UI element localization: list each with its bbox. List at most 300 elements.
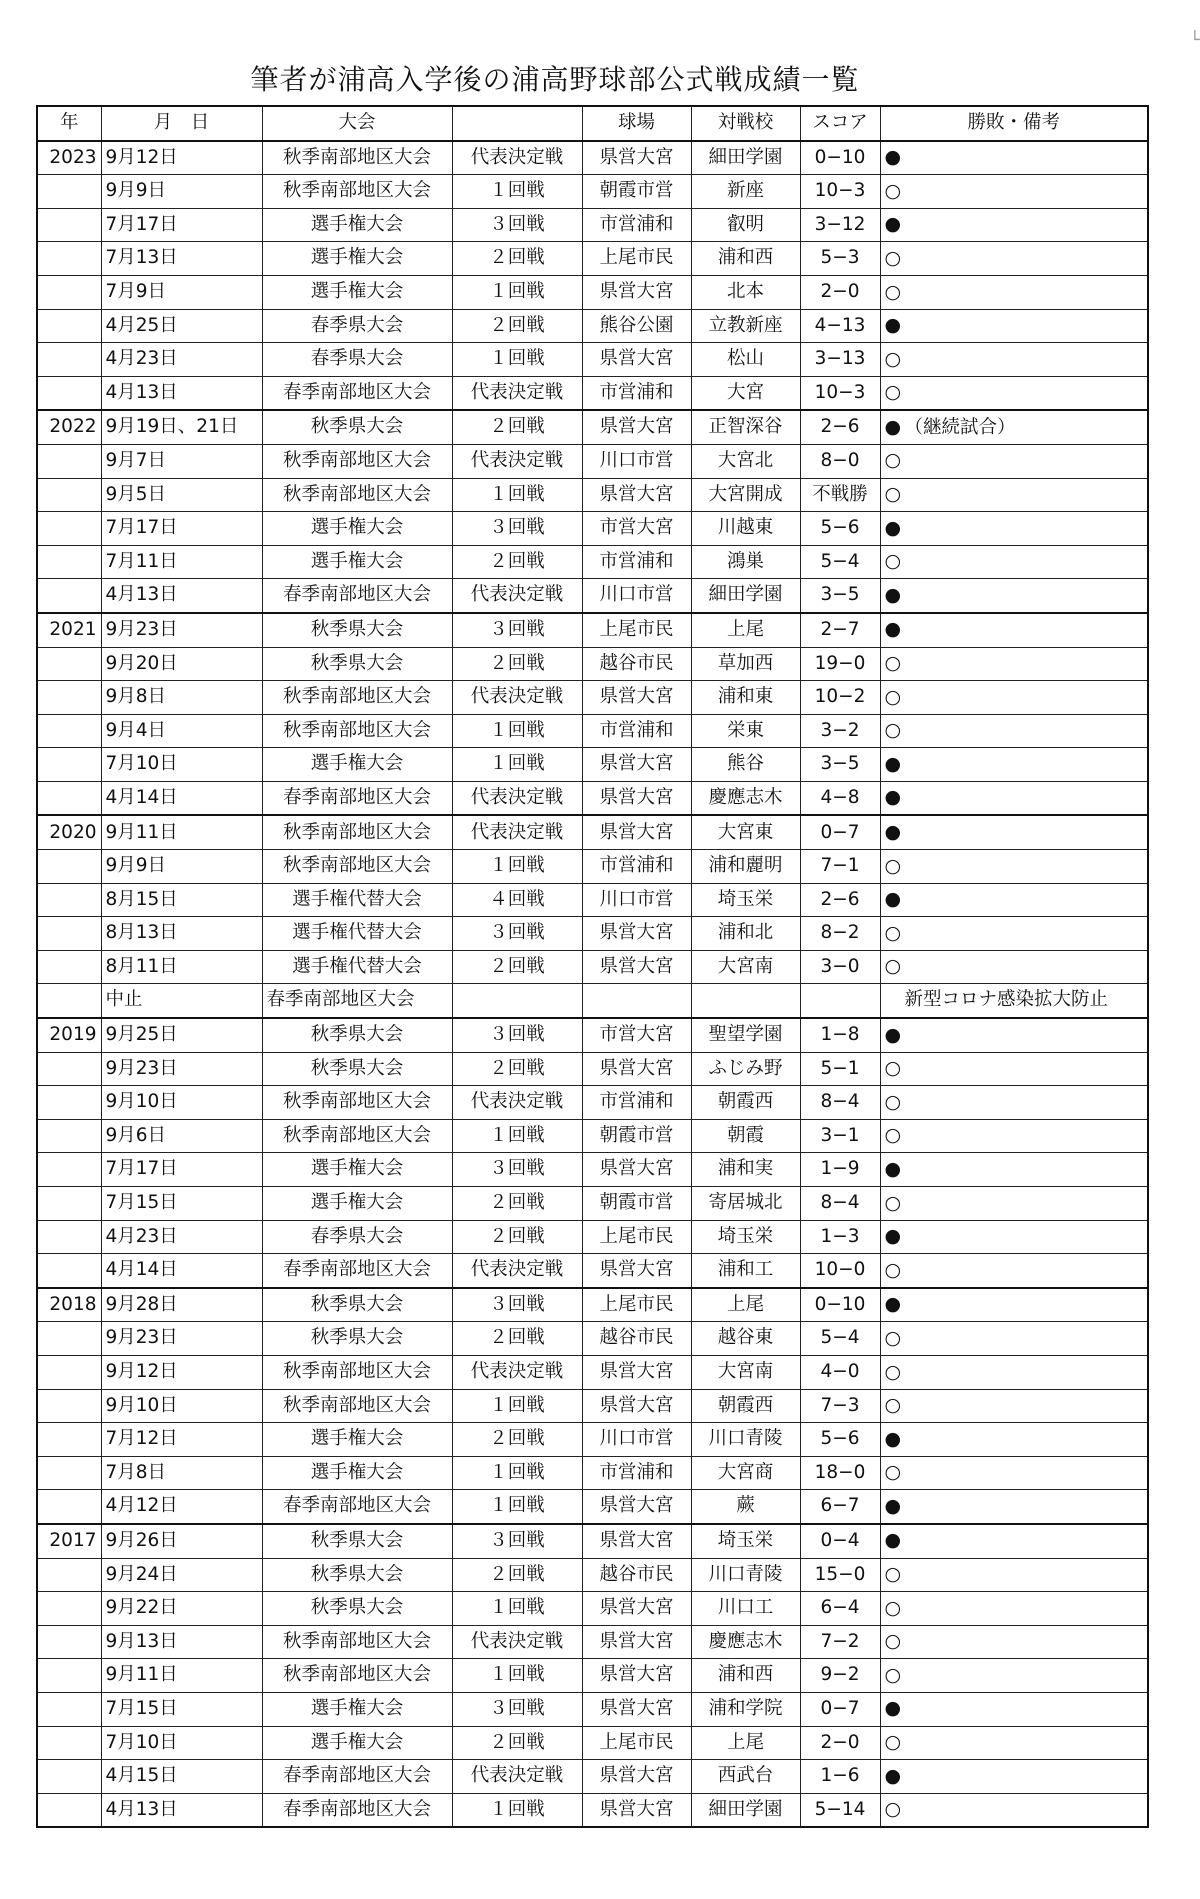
result-mark: ○ — [884, 719, 902, 742]
result-mark: ○ — [884, 1191, 902, 1214]
score-cell: 0−10 — [800, 1288, 880, 1322]
table-row — [37, 175, 1148, 209]
year-cell — [37, 883, 101, 917]
date-cell: 9月28日 — [101, 1288, 262, 1322]
date-cell: 9月9日 — [101, 175, 262, 209]
result-mark: ● — [884, 618, 902, 641]
round-cell: １回戦 — [452, 175, 582, 209]
result-mark: ○ — [884, 179, 902, 202]
opponent-cell: 西武台 — [691, 1760, 800, 1794]
stadium-cell: 県営大宮 — [582, 1153, 691, 1187]
year-cell — [37, 309, 101, 343]
date-cell: 4月12日 — [101, 1490, 262, 1524]
year-cell — [37, 1456, 101, 1490]
stadium-cell: 県営大宮 — [582, 1490, 691, 1524]
stadium-cell: 市営浦和 — [582, 1086, 691, 1120]
table-row — [37, 1355, 1148, 1389]
date-cell: 7月10日 — [101, 1726, 262, 1760]
result-cell — [880, 1018, 1148, 1052]
date-cell: 中止 — [101, 984, 262, 1018]
table-row — [37, 376, 1148, 410]
result-cell — [880, 1592, 1148, 1626]
round-cell: １回戦 — [452, 1592, 582, 1626]
stadium-cell: 県営大宮 — [582, 1052, 691, 1086]
result-mark: ○ — [884, 1798, 902, 1821]
result-cell — [880, 545, 1148, 579]
opponent-cell: 川越東 — [691, 512, 800, 546]
table-row — [37, 1659, 1148, 1693]
date-cell: 9月12日 — [101, 1355, 262, 1389]
tournament-cell: 秋季県大会 — [262, 1558, 452, 1592]
round-cell: 代表決定戦 — [452, 815, 582, 849]
table-row — [37, 714, 1148, 748]
table-row — [37, 410, 1148, 444]
result-mark: ○ — [884, 1394, 902, 1417]
result-mark: ○ — [884, 550, 902, 573]
score-cell: 3−12 — [800, 208, 880, 242]
opponent-cell: 浦和工 — [691, 1254, 800, 1288]
year-cell — [37, 478, 101, 512]
result-cell — [880, 579, 1148, 613]
score-cell: 7−3 — [800, 1389, 880, 1423]
tournament-cell: 選手権大会 — [262, 1153, 452, 1187]
tournament-cell: 秋季南部地区大会 — [262, 1086, 452, 1120]
result-cell — [880, 1187, 1148, 1221]
stadium-cell: 越谷市民 — [582, 1322, 691, 1356]
date-cell: 7月9日 — [101, 275, 262, 309]
stadium-cell: 川口市営 — [582, 444, 691, 478]
round-cell: １回戦 — [452, 478, 582, 512]
tournament-cell: 秋季南部地区大会 — [262, 1625, 452, 1659]
opponent-cell: 浦和西 — [691, 1659, 800, 1693]
year-cell — [37, 1793, 101, 1827]
result-mark: ● — [884, 213, 902, 236]
result-cell — [880, 850, 1148, 884]
opponent-cell: 栄東 — [691, 714, 800, 748]
tournament-cell: 春季県大会 — [262, 343, 452, 377]
result-cell — [880, 1389, 1148, 1423]
opponent-cell: 上尾 — [691, 1726, 800, 1760]
round-cell: １回戦 — [452, 275, 582, 309]
stadium-cell: 上尾市民 — [582, 242, 691, 276]
opponent-cell: 草加西 — [691, 647, 800, 681]
table-row — [37, 1389, 1148, 1423]
stadium-cell: 県営大宮 — [582, 1355, 691, 1389]
page-corner-mark: └ — [1190, 30, 1200, 49]
header-year: 年 — [37, 106, 101, 141]
score-cell: 2−0 — [800, 1726, 880, 1760]
result-mark: ○ — [884, 1124, 902, 1147]
date-cell: 9月12日 — [101, 141, 262, 175]
tournament-cell: 秋季県大会 — [262, 1052, 452, 1086]
result-note: 新型コロナ感染拡大防止 — [904, 989, 1109, 1011]
year-cell — [37, 1558, 101, 1592]
tournament-cell: 秋季南部地区大会 — [262, 850, 452, 884]
result-mark: ● — [884, 146, 902, 169]
table-row — [37, 1254, 1148, 1288]
round-cell: １回戦 — [452, 1389, 582, 1423]
opponent-cell: 上尾 — [691, 1288, 800, 1322]
score-cell: 3−13 — [800, 343, 880, 377]
date-cell: 4月14日 — [101, 781, 262, 815]
year-cell — [37, 1423, 101, 1457]
opponent-cell: 細田学園 — [691, 1793, 800, 1827]
year-cell — [37, 1592, 101, 1626]
date-cell: 9月26日 — [101, 1524, 262, 1558]
year-cell — [37, 545, 101, 579]
opponent-cell: 上尾 — [691, 613, 800, 647]
opponent-cell: 細田学園 — [691, 141, 800, 175]
round-cell: ２回戦 — [452, 1220, 582, 1254]
round-cell: ２回戦 — [452, 647, 582, 681]
table-row — [37, 1524, 1148, 1558]
score-cell: 3−0 — [800, 950, 880, 984]
date-cell: 4月13日 — [101, 1793, 262, 1827]
tournament-cell: 秋季南部地区大会 — [262, 1119, 452, 1153]
opponent-cell: 川口青陵 — [691, 1558, 800, 1592]
score-cell: 15−0 — [800, 1558, 880, 1592]
round-cell: 代表決定戦 — [452, 681, 582, 715]
result-cell — [880, 815, 1148, 849]
header-result: 勝敗・備考 — [880, 106, 1148, 141]
tournament-cell: 選手権代替大会 — [262, 950, 452, 984]
result-mark: ○ — [884, 1461, 902, 1484]
stadium-cell: 川口市営 — [582, 1423, 691, 1457]
year-cell: 2019 — [37, 1018, 101, 1052]
stadium-cell: 朝霞市営 — [582, 1119, 691, 1153]
tournament-cell: 選手権大会 — [262, 1692, 452, 1726]
result-mark: ○ — [884, 921, 902, 944]
opponent-cell: 正智深谷 — [691, 410, 800, 444]
table-row — [37, 1153, 1148, 1187]
tournament-cell: 選手権大会 — [262, 748, 452, 782]
opponent-cell: 慶應志木 — [691, 1625, 800, 1659]
table-row — [37, 1490, 1148, 1524]
tournament-cell: 秋季県大会 — [262, 410, 452, 444]
date-cell: 4月13日 — [101, 579, 262, 613]
year-cell — [37, 1220, 101, 1254]
tournament-cell: 秋季県大会 — [262, 1322, 452, 1356]
date-cell: 9月4日 — [101, 714, 262, 748]
opponent-cell: 大宮北 — [691, 444, 800, 478]
score-cell: 5−3 — [800, 242, 880, 276]
score-cell: 1−3 — [800, 1220, 880, 1254]
stadium-cell: 県営大宮 — [582, 1254, 691, 1288]
table-row — [37, 141, 1148, 175]
result-cell — [880, 1490, 1148, 1524]
date-cell: 9月22日 — [101, 1592, 262, 1626]
tournament-cell: 春季県大会 — [262, 309, 452, 343]
score-cell: 1−9 — [800, 1153, 880, 1187]
year-cell — [37, 376, 101, 410]
result-cell — [880, 1423, 1148, 1457]
tournament-cell: 春季南部地区大会 — [262, 1254, 452, 1288]
date-cell: 9月8日 — [101, 681, 262, 715]
year-cell — [37, 512, 101, 546]
opponent-cell: 北本 — [691, 275, 800, 309]
year-cell — [37, 850, 101, 884]
score-cell: 3−2 — [800, 714, 880, 748]
year-cell — [37, 1119, 101, 1153]
year-cell — [37, 1254, 101, 1288]
stadium-cell: 県営大宮 — [582, 343, 691, 377]
result-cell — [880, 647, 1148, 681]
result-cell — [880, 1254, 1148, 1288]
score-cell: 0−10 — [800, 141, 880, 175]
score-cell: 10−0 — [800, 1254, 880, 1288]
score-cell: 19−0 — [800, 647, 880, 681]
table-row — [37, 1726, 1148, 1760]
round-cell: 代表決定戦 — [452, 1625, 582, 1659]
opponent-cell: 埼玉栄 — [691, 1220, 800, 1254]
result-mark: ○ — [884, 483, 902, 506]
date-cell: 9月10日 — [101, 1086, 262, 1120]
table-row — [37, 275, 1148, 309]
opponent-cell: 埼玉栄 — [691, 883, 800, 917]
score-cell: 8−4 — [800, 1187, 880, 1221]
tournament-cell: 春季県大会 — [262, 1220, 452, 1254]
stadium-cell: 県営大宮 — [582, 478, 691, 512]
result-mark: ○ — [884, 1360, 902, 1383]
tournament-cell: 春季南部地区大会 — [262, 1490, 452, 1524]
score-cell: 3−5 — [800, 748, 880, 782]
table-row — [37, 883, 1148, 917]
result-mark: ● — [884, 1427, 902, 1450]
stadium-cell: 県営大宮 — [582, 141, 691, 175]
year-cell: 2023 — [37, 141, 101, 175]
year-cell — [37, 1760, 101, 1794]
opponent-cell: 川口青陵 — [691, 1423, 800, 1457]
year-cell — [37, 781, 101, 815]
table-row — [37, 1456, 1148, 1490]
result-cell — [880, 410, 1148, 444]
tournament-cell: 春季南部地区大会 — [262, 376, 452, 410]
table-row — [37, 950, 1148, 984]
table-row — [37, 1086, 1148, 1120]
result-mark: ○ — [884, 1630, 902, 1653]
year-cell — [37, 1355, 101, 1389]
score-cell: 4−8 — [800, 781, 880, 815]
result-cell — [880, 917, 1148, 951]
result-cell — [880, 208, 1148, 242]
round-cell: ３回戦 — [452, 512, 582, 546]
table-row — [37, 850, 1148, 884]
score-cell: 8−0 — [800, 444, 880, 478]
stadium-cell: 県営大宮 — [582, 1793, 691, 1827]
tournament-cell: 秋季南部地区大会 — [262, 1355, 452, 1389]
date-cell: 7月15日 — [101, 1692, 262, 1726]
year-cell: 2017 — [37, 1524, 101, 1558]
result-mark: ○ — [884, 1596, 902, 1619]
stadium-cell: 県営大宮 — [582, 781, 691, 815]
stadium-cell — [582, 984, 691, 1018]
table-row — [37, 242, 1148, 276]
date-cell: 9月24日 — [101, 1558, 262, 1592]
tournament-cell: 秋季県大会 — [262, 1592, 452, 1626]
result-cell — [880, 1456, 1148, 1490]
opponent-cell: 朝霞西 — [691, 1086, 800, 1120]
document-title: 筆者が浦高入学後の浦高野球部公式戦成績一覧 — [250, 63, 860, 96]
round-cell: ２回戦 — [452, 309, 582, 343]
date-cell: 7月13日 — [101, 242, 262, 276]
result-mark: ● — [884, 1529, 902, 1552]
date-cell: 9月23日 — [101, 613, 262, 647]
stadium-cell: 市営浦和 — [582, 545, 691, 579]
year-cell — [37, 1490, 101, 1524]
score-cell: 不戦勝 — [800, 478, 880, 512]
round-cell: 代表決定戦 — [452, 1086, 582, 1120]
year-cell — [37, 444, 101, 478]
score-cell: 5−4 — [800, 545, 880, 579]
stadium-cell: 上尾市民 — [582, 1726, 691, 1760]
score-cell: 1−6 — [800, 1760, 880, 1794]
year-cell: 2020 — [37, 815, 101, 849]
result-cell — [880, 1153, 1148, 1187]
opponent-cell: 川口工 — [691, 1592, 800, 1626]
stadium-cell: 市営浦和 — [582, 850, 691, 884]
score-cell: 4−0 — [800, 1355, 880, 1389]
stadium-cell: 市営浦和 — [582, 714, 691, 748]
stadium-cell: 市営浦和 — [582, 1456, 691, 1490]
header-date: 月 日 — [101, 106, 262, 141]
table-row — [37, 1760, 1148, 1794]
round-cell: ２回戦 — [452, 1558, 582, 1592]
tournament-cell: 秋季県大会 — [262, 1524, 452, 1558]
result-mark: ○ — [884, 1057, 902, 1080]
score-cell: 3−5 — [800, 579, 880, 613]
result-note: （継続試合） — [904, 416, 1016, 438]
result-cell — [880, 275, 1148, 309]
result-cell — [880, 1558, 1148, 1592]
header-score: スコア — [800, 106, 880, 141]
stadium-cell: 県営大宮 — [582, 950, 691, 984]
result-cell — [880, 613, 1148, 647]
header-stadium: 球場 — [582, 106, 691, 141]
table-row — [37, 613, 1148, 647]
score-cell: 10−3 — [800, 376, 880, 410]
score-cell: 5−4 — [800, 1322, 880, 1356]
round-cell: 代表決定戦 — [452, 1254, 582, 1288]
stadium-cell: 県営大宮 — [582, 681, 691, 715]
result-cell — [880, 1625, 1148, 1659]
date-cell: 4月23日 — [101, 1220, 262, 1254]
table-row — [37, 1018, 1148, 1052]
results-table — [36, 105, 1149, 1828]
score-cell: 1−8 — [800, 1018, 880, 1052]
table-row — [37, 1423, 1148, 1457]
result-cell — [880, 1524, 1148, 1558]
round-cell: ３回戦 — [452, 1153, 582, 1187]
year-cell — [37, 579, 101, 613]
round-cell: ３回戦 — [452, 613, 582, 647]
date-cell: 9月23日 — [101, 1322, 262, 1356]
year-cell — [37, 748, 101, 782]
date-cell: 7月15日 — [101, 1187, 262, 1221]
score-cell: 3−1 — [800, 1119, 880, 1153]
date-cell: 9月7日 — [101, 444, 262, 478]
result-cell — [880, 1760, 1148, 1794]
opponent-cell: 大宮開成 — [691, 478, 800, 512]
stadium-cell: 県営大宮 — [582, 1760, 691, 1794]
round-cell: １回戦 — [452, 1119, 582, 1153]
date-cell: 4月14日 — [101, 1254, 262, 1288]
opponent-cell: 大宮南 — [691, 950, 800, 984]
year-cell — [37, 1692, 101, 1726]
round-cell: ３回戦 — [452, 208, 582, 242]
result-mark: ● — [884, 1494, 902, 1517]
table-row — [37, 748, 1148, 782]
table-row — [37, 579, 1148, 613]
stadium-cell: 県営大宮 — [582, 1524, 691, 1558]
year-cell — [37, 1086, 101, 1120]
tournament-cell: 選手権代替大会 — [262, 883, 452, 917]
year-cell — [37, 984, 101, 1018]
tournament-cell: 秋季南部地区大会 — [262, 478, 452, 512]
year-cell — [37, 950, 101, 984]
tournament-cell: 秋季県大会 — [262, 613, 452, 647]
year-cell — [37, 1322, 101, 1356]
table-row — [37, 208, 1148, 242]
tournament-cell: 秋季南部地区大会 — [262, 1659, 452, 1693]
opponent-cell: 熊谷 — [691, 748, 800, 782]
opponent-cell: 寄居城北 — [691, 1187, 800, 1221]
opponent-cell: 浦和東 — [691, 681, 800, 715]
round-cell: 代表決定戦 — [452, 579, 582, 613]
score-cell: 18−0 — [800, 1456, 880, 1490]
table-row — [37, 512, 1148, 546]
tournament-cell: 秋季南部地区大会 — [262, 815, 452, 849]
round-cell: １回戦 — [452, 1793, 582, 1827]
date-cell: 4月15日 — [101, 1760, 262, 1794]
date-cell: 9月10日 — [101, 1389, 262, 1423]
round-cell: 代表決定戦 — [452, 1760, 582, 1794]
round-cell: １回戦 — [452, 1456, 582, 1490]
result-cell — [880, 681, 1148, 715]
result-mark: ○ — [884, 347, 902, 370]
tournament-cell: 選手権大会 — [262, 208, 452, 242]
year-cell — [37, 1052, 101, 1086]
date-cell: 9月11日 — [101, 1659, 262, 1693]
result-cell — [880, 141, 1148, 175]
date-cell: 4月25日 — [101, 309, 262, 343]
result-mark: ○ — [884, 955, 902, 978]
score-cell: 2−7 — [800, 613, 880, 647]
score-cell: 10−2 — [800, 681, 880, 715]
header-round — [452, 106, 582, 141]
year-cell — [37, 647, 101, 681]
opponent-cell: 浦和西 — [691, 242, 800, 276]
result-mark: ● — [884, 1023, 902, 1046]
round-cell: ３回戦 — [452, 1018, 582, 1052]
header-tournament: 大会 — [262, 106, 452, 141]
year-cell — [37, 1726, 101, 1760]
tournament-cell: 秋季県大会 — [262, 1288, 452, 1322]
result-cell — [880, 1220, 1148, 1254]
result-mark: ○ — [884, 381, 902, 404]
opponent-cell: 大宮 — [691, 376, 800, 410]
stadium-cell: 県営大宮 — [582, 410, 691, 444]
stadium-cell: 県営大宮 — [582, 275, 691, 309]
date-cell: 9月6日 — [101, 1119, 262, 1153]
result-cell — [880, 984, 1148, 1018]
stadium-cell: 県営大宮 — [582, 748, 691, 782]
table-row — [37, 1052, 1148, 1086]
opponent-cell: 叡明 — [691, 208, 800, 242]
date-cell: 7月17日 — [101, 208, 262, 242]
result-cell — [880, 883, 1148, 917]
score-cell: 2−6 — [800, 410, 880, 444]
result-cell — [880, 748, 1148, 782]
